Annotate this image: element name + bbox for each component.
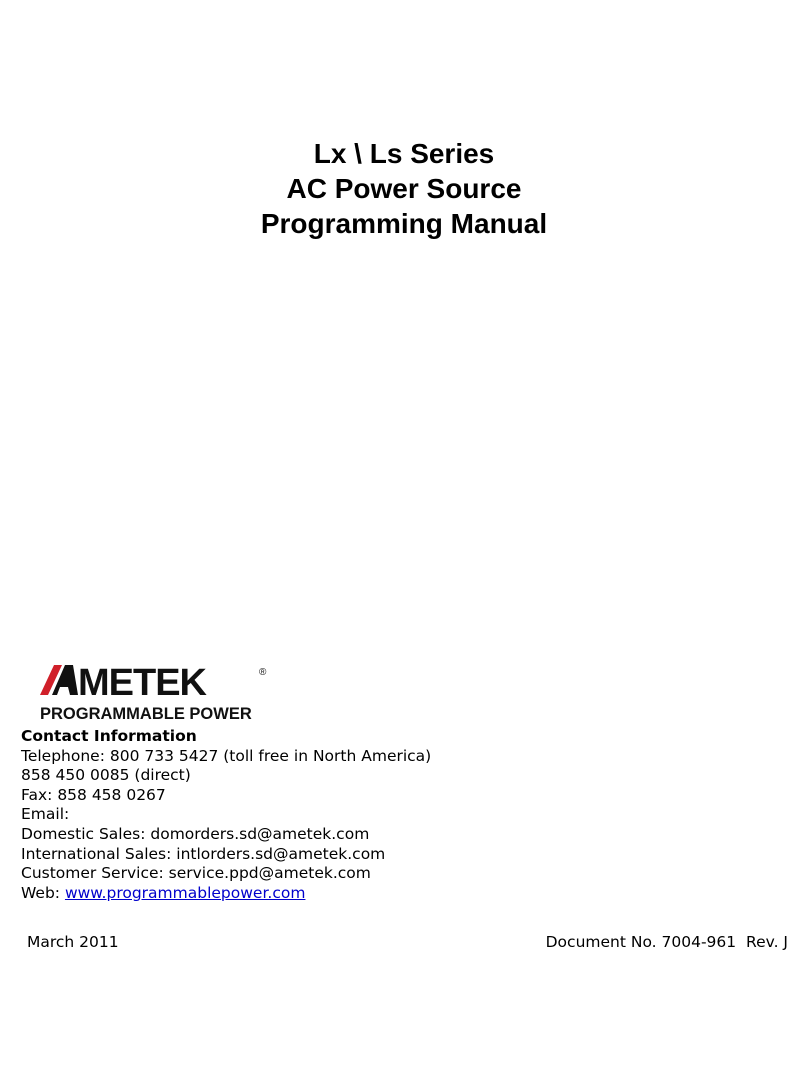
contact-heading: Contact Information (21, 727, 197, 745)
title-line-manual: Programming Manual (260, 208, 548, 239)
contact-domestic-sales: Domestic Sales: domorders.sd@ametek.com (21, 824, 370, 843)
contact-international-sales: International Sales: intlorders.sd@ametek.com (21, 844, 386, 863)
title-line-series: Lx \ Ls Series (313, 138, 495, 169)
logo-brand-text: METEK (78, 662, 206, 704)
contact-email-label: Email: (21, 805, 70, 824)
logo-tagline: PROGRAMMABLE POWER (40, 705, 252, 723)
contact-fax: Fax: 858 458 0267 (21, 785, 166, 804)
contact-telephone: Telephone: 800 733 5427 (toll free in North America) (21, 746, 432, 765)
footer-date: March 2011 (27, 933, 119, 951)
document-title (0, 136, 808, 241)
contact-customer-service: Customer Service: service.ppd@ametek.com (21, 864, 371, 883)
logo-registered-mark: ® (259, 667, 267, 678)
contact-web (21, 884, 721, 904)
contact-web-link[interactable]: www.programmablepower.com (64, 883, 306, 902)
footer-document-number: Document No. 7004-961 Rev. J (545, 933, 788, 951)
contact-web-label: Web: (21, 883, 65, 902)
contact-information (21, 727, 721, 903)
ametek-logo (38, 655, 278, 725)
contact-direct-phone: 858 450 0085 (direct) (21, 766, 191, 785)
title-line-product: AC Power Source (286, 173, 522, 204)
